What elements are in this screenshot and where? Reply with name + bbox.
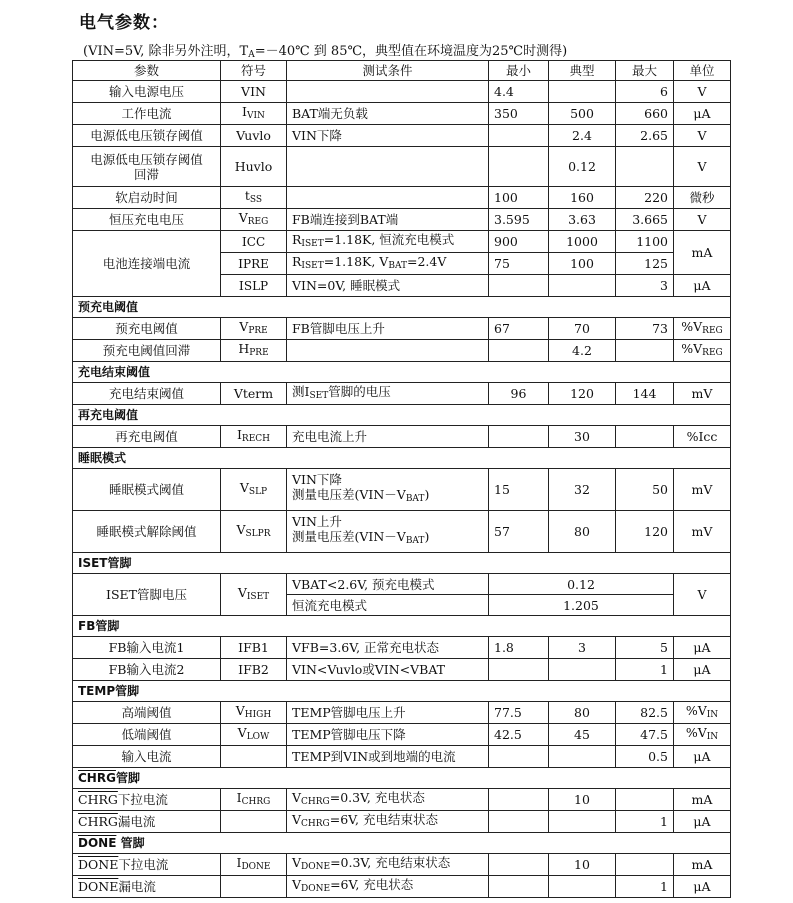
- typ-cell: 80: [549, 511, 616, 553]
- max-cell: 6: [616, 81, 674, 103]
- condition-cell: VCHRG=6V, 充电结束状态: [287, 811, 489, 833]
- header-symbol: 符号: [221, 61, 287, 81]
- symbol-cell: VSLP: [221, 469, 287, 511]
- typ-cell: 0.12: [489, 574, 674, 595]
- param-cell: 预充电阈值: [73, 318, 221, 340]
- param-cell: ISET管脚电压: [73, 574, 221, 616]
- unit-cell: mA: [674, 854, 731, 876]
- min-cell: 100: [489, 187, 549, 209]
- typ-cell: [549, 81, 616, 103]
- max-cell: 2.65: [616, 125, 674, 147]
- typ-cell: 1000: [549, 231, 616, 253]
- table-row: [73, 81, 731, 103]
- section-label: ISET管脚: [73, 553, 731, 574]
- max-cell: [616, 426, 674, 448]
- unit-cell: %VREG: [674, 318, 731, 340]
- condition-cell: VIN=0V, 睡眠模式: [287, 275, 489, 297]
- param-cell: 电源低电压锁存阈值 回滞: [73, 147, 221, 187]
- table-row: [73, 187, 731, 209]
- header-max: 最大: [616, 61, 674, 81]
- section-label: 充电结束阈值: [73, 362, 731, 383]
- condition-cell: FB端连接到BAT端: [287, 209, 489, 231]
- symbol-cell: IFB1: [221, 637, 287, 659]
- param-cell: FB输入电流1: [73, 637, 221, 659]
- symbol-cell: VHIGH: [221, 702, 287, 724]
- max-cell: 125: [616, 253, 674, 275]
- table-row: [73, 746, 731, 768]
- min-cell: 67: [489, 318, 549, 340]
- max-cell: [616, 789, 674, 811]
- section-label: 预充电阈值: [73, 297, 731, 318]
- table-row: [73, 318, 731, 340]
- min-cell: [489, 746, 549, 768]
- table-row: [73, 469, 731, 511]
- condition-cell: VIN上升 测量电压差(VIN－VBAT): [287, 511, 489, 553]
- header-param: 参数: [73, 61, 221, 81]
- param-cell: 恒压充电电压: [73, 209, 221, 231]
- condition-cell: BAT端无负载: [287, 103, 489, 125]
- unit-cell: μA: [674, 275, 731, 297]
- min-cell: [489, 659, 549, 681]
- symbol-cell: Vuvlo: [221, 125, 287, 147]
- unit-cell: μA: [674, 659, 731, 681]
- table-row: [73, 637, 731, 659]
- table-header: [73, 61, 731, 81]
- section-row: [73, 405, 731, 426]
- section-row: [73, 681, 731, 702]
- typ-cell: 100: [549, 253, 616, 275]
- typ-cell: 45: [549, 724, 616, 746]
- min-cell: 4.4: [489, 81, 549, 103]
- typ-cell: 32: [549, 469, 616, 511]
- symbol-cell: IRECH: [221, 426, 287, 448]
- param-cell: 充电结束阈值: [73, 383, 221, 405]
- symbol-cell: ISLP: [221, 275, 287, 297]
- min-cell: 900: [489, 231, 549, 253]
- symbol-cell: VPRE: [221, 318, 287, 340]
- typ-cell: [549, 275, 616, 297]
- param-cell: DONE下拉电流: [73, 854, 221, 876]
- table-row: [73, 811, 731, 833]
- unit-cell: mA: [674, 789, 731, 811]
- max-cell: 5: [616, 637, 674, 659]
- min-cell: 3.595: [489, 209, 549, 231]
- symbol-cell: HPRE: [221, 340, 287, 362]
- section-row: [73, 362, 731, 383]
- max-cell: [616, 854, 674, 876]
- condition-cell: 充电电流上升: [287, 426, 489, 448]
- symbol-cell: VISET: [221, 574, 287, 616]
- symbol-cell: VLOW: [221, 724, 287, 746]
- section-label: FB管脚: [73, 616, 731, 637]
- unit-cell: mV: [674, 383, 731, 405]
- min-cell: [489, 340, 549, 362]
- min-cell: [489, 147, 549, 187]
- min-cell: 350: [489, 103, 549, 125]
- typ-cell: [549, 876, 616, 898]
- param-cell: 预充电阈值回滞: [73, 340, 221, 362]
- typ-cell: 70: [549, 318, 616, 340]
- condition-cell: VCHRG=0.3V, 充电状态: [287, 789, 489, 811]
- unit-cell: %VREG: [674, 340, 731, 362]
- typ-cell: [549, 746, 616, 768]
- symbol-cell: Vterm: [221, 383, 287, 405]
- max-cell: 220: [616, 187, 674, 209]
- table-row: [73, 147, 731, 187]
- unit-cell: mA: [674, 231, 731, 275]
- condition-cell: VIN下降: [287, 125, 489, 147]
- condition-cell: 恒流充电模式: [287, 595, 489, 616]
- max-cell: 1: [616, 659, 674, 681]
- table-row: [73, 340, 731, 362]
- min-cell: [489, 811, 549, 833]
- param-cell: 工作电流: [73, 103, 221, 125]
- condition-cell: VBAT<2.6V, 预充电模式: [287, 574, 489, 595]
- symbol-cell: IFB2: [221, 659, 287, 681]
- symbol-cell: VIN: [221, 81, 287, 103]
- param-cell: 低端阈值: [73, 724, 221, 746]
- symbol-cell: ICHRG: [221, 789, 287, 811]
- unit-cell: %VIN: [674, 724, 731, 746]
- table-row: [73, 209, 731, 231]
- param-cell: 输入电流: [73, 746, 221, 768]
- symbol-cell: ICC: [221, 231, 287, 253]
- unit-cell: %Icc: [674, 426, 731, 448]
- table-row: [73, 702, 731, 724]
- max-cell: 120: [616, 511, 674, 553]
- param-cell: 软启动时间: [73, 187, 221, 209]
- min-cell: [489, 275, 549, 297]
- typ-cell: 3.63: [549, 209, 616, 231]
- param-cell: 高端阈值: [73, 702, 221, 724]
- section-row: [73, 553, 731, 574]
- unit-cell: mV: [674, 469, 731, 511]
- unit-cell: μA: [674, 811, 731, 833]
- typ-cell: [549, 811, 616, 833]
- unit-cell: μA: [674, 746, 731, 768]
- condition-cell: VDONE=6V, 充电状态: [287, 876, 489, 898]
- condition-cell: VFB=3.6V, 正常充电状态: [287, 637, 489, 659]
- typ-cell: 80: [549, 702, 616, 724]
- typ-cell: 3: [549, 637, 616, 659]
- param-cell: DONE漏电流: [73, 876, 221, 898]
- table-row: [73, 125, 731, 147]
- min-cell: 42.5: [489, 724, 549, 746]
- symbol-cell: VREG: [221, 209, 287, 231]
- max-cell: 47.5: [616, 724, 674, 746]
- unit-cell: 微秒: [674, 187, 731, 209]
- conditions-note: (VIN=5V, 除非另外注明，TA=－40℃ 到 85℃，典型值在环境温度为25℃时测得): [83, 44, 568, 60]
- typ-cell: 500: [549, 103, 616, 125]
- condition-cell: TEMP管脚电压上升: [287, 702, 489, 724]
- symbol-cell: IDONE: [221, 854, 287, 876]
- electrical-parameters-table: [72, 60, 731, 898]
- header-unit: 单位: [674, 61, 731, 81]
- param-cell: CHRG下拉电流: [73, 789, 221, 811]
- symbol-cell: [221, 811, 287, 833]
- section-label: DONE 管脚: [73, 833, 731, 854]
- unit-cell: mV: [674, 511, 731, 553]
- header-min: 最小: [489, 61, 549, 81]
- condition-cell: [287, 147, 489, 187]
- typ-cell: 1.205: [489, 595, 674, 616]
- symbol-cell: [221, 876, 287, 898]
- symbol-cell: IVIN: [221, 103, 287, 125]
- header-typ: 典型: [549, 61, 616, 81]
- max-cell: 1: [616, 811, 674, 833]
- condition-cell: TEMP管脚电压下降: [287, 724, 489, 746]
- table-row: [73, 724, 731, 746]
- max-cell: 660: [616, 103, 674, 125]
- typ-cell: 10: [549, 854, 616, 876]
- table-row: [73, 574, 731, 595]
- max-cell: 50: [616, 469, 674, 511]
- condition-cell: RISET=1.18K, 恒流充电模式: [287, 231, 489, 253]
- max-cell: 0.5: [616, 746, 674, 768]
- condition-cell: [287, 81, 489, 103]
- unit-cell: V: [674, 125, 731, 147]
- param-cell: 睡眠模式解除阈值: [73, 511, 221, 553]
- header-condition: 测试条件: [287, 61, 489, 81]
- symbol-cell: [221, 746, 287, 768]
- table-row: [73, 854, 731, 876]
- symbol-cell: IPRE: [221, 253, 287, 275]
- unit-cell: V: [674, 81, 731, 103]
- condition-cell: FB管脚电压上升: [287, 318, 489, 340]
- param-cell: CHRG漏电流: [73, 811, 221, 833]
- min-cell: 77.5: [489, 702, 549, 724]
- section-row: [73, 768, 731, 789]
- typ-cell: [549, 659, 616, 681]
- table-row: [73, 659, 731, 681]
- max-cell: 82.5: [616, 702, 674, 724]
- typ-cell: 160: [549, 187, 616, 209]
- unit-cell: V: [674, 147, 731, 187]
- symbol-cell: tSS: [221, 187, 287, 209]
- symbol-cell: VSLPR: [221, 511, 287, 553]
- min-cell: [489, 789, 549, 811]
- table-row: [73, 789, 731, 811]
- symbol-cell: Huvlo: [221, 147, 287, 187]
- min-cell: [489, 426, 549, 448]
- condition-cell: [287, 187, 489, 209]
- condition-cell: 测ISET管脚的电压: [287, 383, 489, 405]
- unit-cell: μA: [674, 103, 731, 125]
- typ-cell: 10: [549, 789, 616, 811]
- section-title: 电气参数：: [79, 13, 169, 33]
- table-row: [73, 231, 731, 253]
- typ-cell: 4.2: [549, 340, 616, 362]
- max-cell: 3: [616, 275, 674, 297]
- max-cell: 1100: [616, 231, 674, 253]
- min-cell: 96: [489, 383, 549, 405]
- param-cell: 再充电阈值: [73, 426, 221, 448]
- min-cell: 1.8: [489, 637, 549, 659]
- param-cell: 睡眠模式阈值: [73, 469, 221, 511]
- max-cell: 1: [616, 876, 674, 898]
- section-label: 再充电阈值: [73, 405, 731, 426]
- min-cell: 57: [489, 511, 549, 553]
- min-cell: 75: [489, 253, 549, 275]
- unit-cell: %VIN: [674, 702, 731, 724]
- min-cell: [489, 125, 549, 147]
- condition-cell: VIN<Vuvlo或VIN<VBAT: [287, 659, 489, 681]
- unit-cell: V: [674, 574, 731, 616]
- section-row: [73, 833, 731, 854]
- section-label: TEMP管脚: [73, 681, 731, 702]
- param-cell: 电池连接端电流: [73, 231, 221, 297]
- condition-cell: VDONE=0.3V, 充电结束状态: [287, 854, 489, 876]
- table-row: [73, 383, 731, 405]
- param-cell: FB输入电流2: [73, 659, 221, 681]
- min-cell: [489, 876, 549, 898]
- unit-cell: μA: [674, 876, 731, 898]
- condition-cell: RISET=1.18K, VBAT=2.4V: [287, 253, 489, 275]
- table-row: [73, 511, 731, 553]
- unit-cell: V: [674, 209, 731, 231]
- condition-cell: VIN下降 测量电压差(VIN－VBAT): [287, 469, 489, 511]
- table-row: [73, 426, 731, 448]
- section-label: 睡眠模式: [73, 448, 731, 469]
- typ-cell: 30: [549, 426, 616, 448]
- section-row: [73, 616, 731, 637]
- unit-cell: μA: [674, 637, 731, 659]
- min-cell: [489, 854, 549, 876]
- typ-cell: 2.4: [549, 125, 616, 147]
- condition-cell: [287, 340, 489, 362]
- max-cell: 3.665: [616, 209, 674, 231]
- condition-cell: TEMP到VIN或到地端的电流: [287, 746, 489, 768]
- param-cell: 输入电源电压: [73, 81, 221, 103]
- section-row: [73, 448, 731, 469]
- table-row: [73, 103, 731, 125]
- max-cell: [616, 147, 674, 187]
- param-cell: 电源低电压锁存阈值: [73, 125, 221, 147]
- table-row: [73, 876, 731, 898]
- typ-cell: 0.12: [549, 147, 616, 187]
- min-cell: 15: [489, 469, 549, 511]
- max-cell: 144: [616, 383, 674, 405]
- section-label: CHRG管脚: [73, 768, 731, 789]
- typ-cell: 120: [549, 383, 616, 405]
- max-cell: [616, 340, 674, 362]
- section-row: [73, 297, 731, 318]
- max-cell: 73: [616, 318, 674, 340]
